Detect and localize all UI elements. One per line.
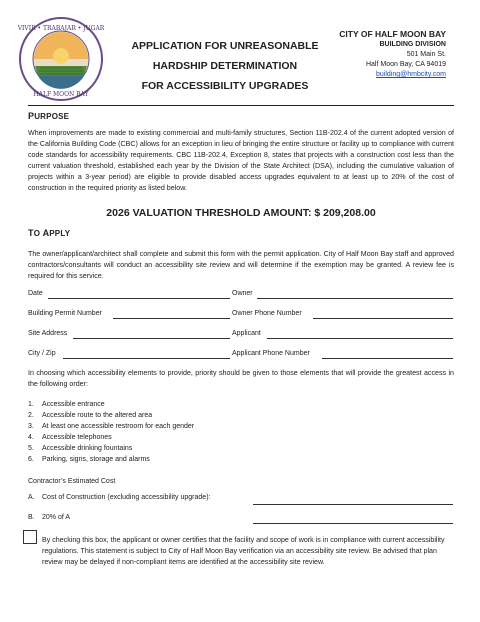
city-seal-logo — [18, 16, 104, 102]
purpose-text: When improvements are made to existing commercial and multi-family structures, Section 11B-202.4 of the current adopted version of the California Building Code (CBC) allows for an exception in lieu of bringing the entire structure or facility up to compliance with current code standards for accessibility requirements. CBC 11B-202.4, Exception 8, states that projects with a construction cost less than the current valuation threshold, established each year by the Division of the State Architect (DSA), including the cumulative valuation of projects within a 3-year period) are eligible to provide disabled access upgrades equivalent to at least up to 20% of the cost of construction in the required priority as listed below. — [28, 129, 454, 192]
purpose-heading-initial: P — [28, 111, 35, 121]
certify-checkbox[interactable] — [23, 530, 37, 544]
owner-field[interactable] — [257, 298, 453, 299]
org-division: BUILDING DIVISION — [379, 41, 446, 48]
purpose-heading-rest: URPOSE — [34, 112, 70, 121]
org-email-link[interactable]: building@hmbcity.com — [375, 71, 446, 78]
priority-list — [28, 399, 194, 466]
purpose-heading — [28, 111, 69, 121]
list-item — [28, 432, 194, 443]
list-number: 2. — [28, 412, 34, 420]
city-zip-label: City / Zip — [28, 350, 56, 357]
certify-text: By checking this box, the applicant or owner certifies that the facility and scope of work is in compliance with current accessibility regulations. This statement is subject to City of Half Moon Bay verification via an accessibility site review. Be advised that plan review may be delayed if non-compliant items are identified at the accessibility site review. — [42, 536, 445, 566]
list-number: 3. — [28, 423, 34, 431]
to-apply-heading-initial: T — [28, 228, 34, 238]
valuation-threshold: 2026 VALUATION THRESHOLD AMOUNT: $ 209,208.00 — [106, 207, 376, 219]
list-number: 6. — [28, 456, 34, 464]
list-item — [28, 421, 194, 432]
list-number: 5. — [28, 445, 34, 453]
applicant-field[interactable] — [267, 338, 453, 339]
date-label: Date — [28, 290, 43, 297]
date-field[interactable] — [48, 298, 230, 299]
org-address-line2: Half Moon Bay, CA 94019 — [365, 61, 446, 68]
applicant-phone-label: Applicant Phone Number — [232, 350, 310, 357]
to-apply-heading — [28, 228, 70, 238]
cost-a-label: A. — [28, 494, 35, 501]
owner-phone-label: Owner Phone Number — [232, 310, 302, 317]
cost-heading: Contractor’s Estimated Cost — [28, 478, 116, 485]
cost-a-field[interactable] — [253, 504, 453, 505]
list-text: Accessible route to the altered area — [42, 412, 153, 420]
to-apply-text: The owner/applicant/architect shall complete and submit this form with the permit application. City of Half Moon Bay staff and approved contractors/consultants will conduct an accessibility site review and will determine if the exemption may be granted. A review fee is required for this service. — [28, 250, 454, 280]
owner-phone-field[interactable] — [313, 318, 453, 319]
permit-number-label: Building Permit Number — [28, 310, 102, 317]
list-text: At least one accessible restroom for each gender — [42, 423, 195, 431]
applicant-label: Applicant — [232, 330, 261, 337]
title-line: FOR ACCESSIBILITY UPGRADES — [141, 80, 309, 92]
header-divider — [28, 105, 454, 106]
cost-b-text: 20% of A — [42, 514, 71, 521]
seal-ring-text-bottom: HALF MOON BAY — [33, 91, 89, 98]
org-name: CITY OF HALF MOON BAY — [339, 29, 446, 39]
list-text: Accessible telephones — [42, 434, 112, 442]
city-zip-field[interactable] — [63, 358, 230, 359]
form-title — [110, 36, 340, 96]
org-address-line1: 501 Main St. — [406, 51, 446, 58]
seal-ring-text-top: VIVIR • TRABAJAR • JUGAR — [18, 25, 104, 32]
applicant-phone-field[interactable] — [322, 358, 453, 359]
to-apply-heading-rest2: PPLY — [49, 229, 71, 238]
list-number: 1. — [28, 401, 34, 408]
list-text: Accessible drinking fountains — [42, 445, 133, 453]
title-line: HARDSHIP DETERMINATION — [152, 60, 298, 72]
cost-a-text: Cost of Construction (excluding accessibility upgrade): — [42, 494, 211, 501]
list-text: Parking, signs, storage and alarms — [42, 456, 150, 464]
list-item — [28, 454, 194, 465]
list-number: 4. — [28, 434, 34, 442]
permit-number-field[interactable] — [113, 318, 230, 319]
priority-intro: In choosing which accessibility elements to provide, priority should be given to those elements that will provide the greatest access in the following order: — [28, 369, 454, 388]
owner-label: Owner — [232, 290, 253, 297]
cost-b-field[interactable] — [253, 523, 453, 524]
title-line: APPLICATION FOR UNREASONABLE — [131, 40, 319, 52]
list-item — [28, 443, 194, 454]
to-apply-heading-rest: O — [33, 229, 43, 238]
org-address-block — [339, 28, 446, 80]
list-item — [28, 410, 194, 421]
list-text: Accessible entrance — [42, 401, 105, 408]
to-apply-heading-initial2: A — [42, 228, 50, 238]
site-address-field[interactable] — [73, 338, 230, 339]
list-item — [28, 399, 194, 410]
cost-b-label: B. — [28, 514, 35, 521]
site-address-label: Site Address — [28, 330, 68, 337]
